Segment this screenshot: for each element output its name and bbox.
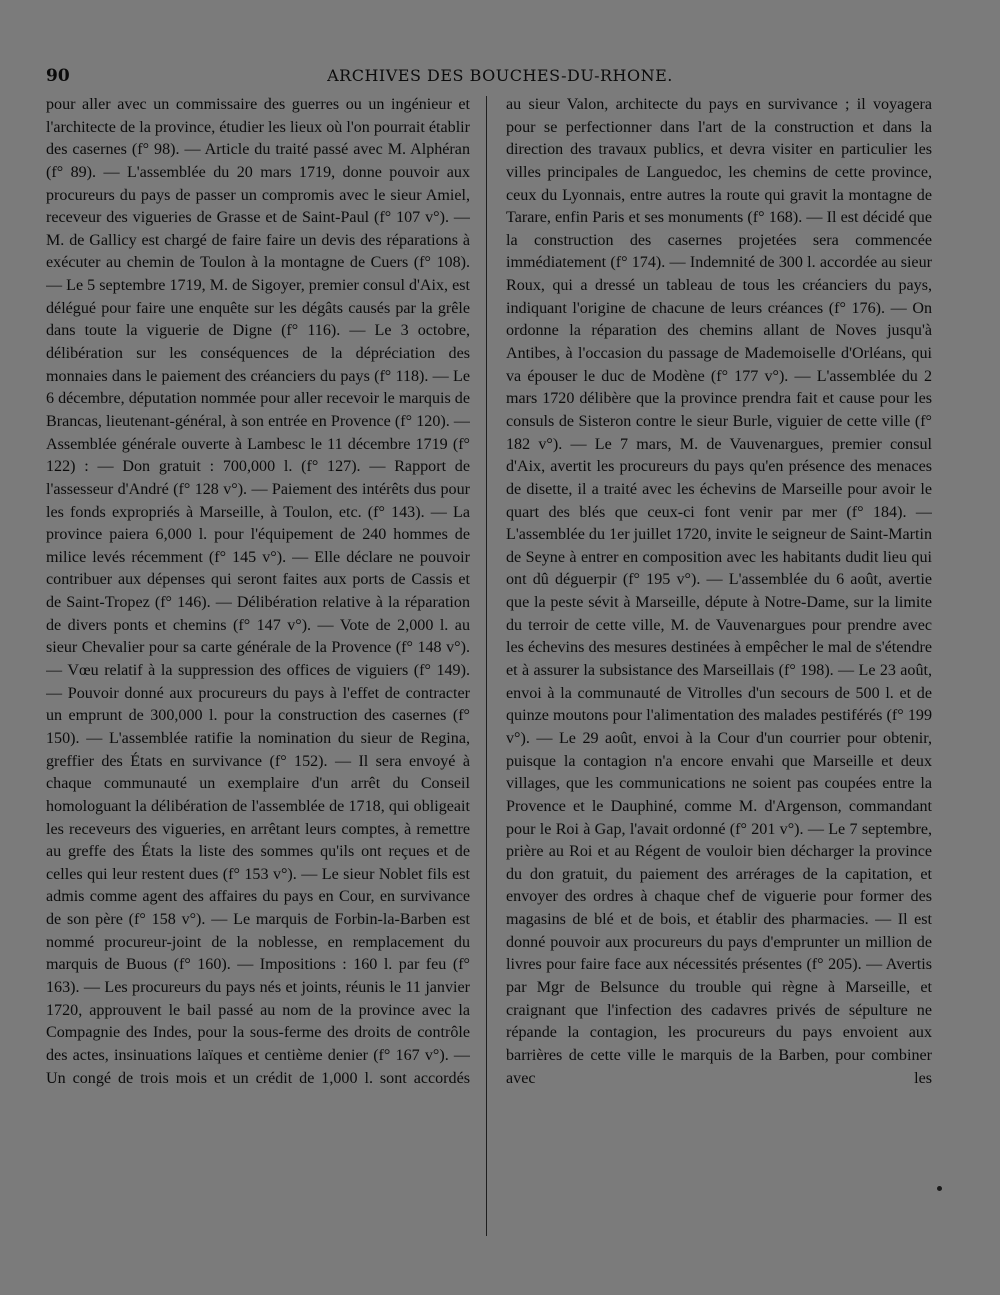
column-divider [486, 96, 487, 1236]
left-column-text: pour aller avec un commissaire des guerres ou un ingénieur et l'architecte de la province, étudier les lieux où l'on pourrait établir des casernes (f° 98). — Article du traité passé avec M. Alphéran (f° 89). — L'assemblée du 20 mars 1719, donne pouvoir aux procureurs du pays de passer un compromis avec le sieur Amiel, receveur des vigueries de Grasse et de Saint-Paul (f° 107 v°). — M. de Gallicy est chargé de faire faire un devis des réparations à exécuter au chemin de Toulon à la montagne de Cuers (f° 108). — Le 5 septembre 1719, M. de Sigoyer, premier consul d'Aix, est délégué pour faire une enquête sur les dégâts causés par la grêle dans toute la viguerie de Digne (f° 116). — Le 3 octobre, délibération sur les conséquences de la dépréciation des monnaies dans le paiement des créanciers du pays (f° 118). — Le 6 décembre, députation nommée pour aller recevoir le marquis de Brancas, lieutenant-général, à son entrée en Provence (f° 120). — Assemblée générale ouverte à Lambesc le 11 décembre 1719 (f° 122) : — Don gratuit : 700,000 l. (f° 127). — Rapport de l'assesseur d'André (f° 128 v°). — Paiement des intérêts dus pour les fonds expropriés à Marseille, à Toulon, etc. (f° 143). — La province paiera 6,000 l. pour l'équipement de 240 hommes de milice levés récemment (f° 145 v°). — Elle déclare ne pouvoir contribuer aux dépenses qui seront faites aux ports de Cassis et de Saint-Tropez (f° 146). — Délibération relative à la réparation de divers ponts et chemins (f° 147 v°). — Vote de 2,000 l. au sieur Chevalier pour sa carte générale de la Provence (f° 148 v°). — Vœu relatif à la suppression des offices de viguiers (f° 149). — Pouvoir donné aux procureurs du pays à l'effet de contracter un emprunt de 300,000 l. pour la construction des casernes (f° 150). — L'assemblée ratifie la nomination du sieur de Regina, greffier des États en survivance (f° 152). — Il sera envoyé à chaque communauté un exemplaire d'un arrêt du Conseil homologuant la délibération de l'assemblée de 1718, qui obligeait les receveurs des vigueries, en arrêtant leurs comptes, à remettre au greffe des États la liste des sommes qu'ils ont reçues et de celles qui leur restent dues (f° 153 v°). — Le sieur Noblet fils est admis comme agent des affaires du pays en Cour, en survivance de son père (f° 158 v°). — Le marquis de Forbin-la-Barben est nommé procureur-joint de la noblesse, en remplacement du marquis de Buous (f° 160). — Impositions : 160 l. par feu (f° 163). — Les procureurs du pays nés et joints, réunis le 11 janvier 1720, approuvent le bail passé au nom de la province avec la Compagnie des Indes, pour la sous-ferme des droits de contrôle des actes, insinuations laïques et centième denier (f° 167 v°). — Un congé de trois mois et un crédit de 1,000 l. sont accordés [46, 96, 470, 1087]
page-number: 90 [46, 66, 70, 86]
running-title: ARCHIVES DES BOUCHES-DU-RHONE. [327, 66, 673, 85]
right-column-text: au sieur Valon, architecte du pays en survivance ; il voyagera pour se perfectionner dans l'art de la construction et dans la direction des travaux publics, et devra visiter en particulier les villes principales de Languedoc, les chemins de cette province, ceux du Lyonnais, entre autres la route qui gravit la montagne de Tarare, enfin Paris et ses monuments (f° 168). — Il est décidé que la construction des casernes projetées sera commencée immédiatement (f° 174). — Indemnité de 300 l. accordée au sieur Roux, qui a dressé un tableau de tous les créanciers du pays, indiquant l'origine de chacune de leurs créances (f° 176). — On ordonne la réparation des chemins allant de Noves jusqu'à Antibes, à l'occasion du passage de Mademoiselle d'Orléans, qui va épouser le duc de Modène (f° 177 v°). — L'assemblée du 2 mars 1720 délibère que la province prendra fait et cause pour les consuls de Sisteron contre le sieur Burle, viguier de cette ville (f° 182 v°). — Le 7 mars, M. de Vauvenargues, premier consul d'Aix, avertit les procureurs du pays qu'en présence des menaces de disette, il a traité avec les échevins de Marseille pour avoir le quart des blés que ceux-ci font venir par mer (f° 184). — L'assemblée du 1er juillet 1720, invite le seigneur de Saint-Martin de Seyne à entrer en composition avec les habitants dudit lieu qui ont dû déguerpir (f° 195 v°). — L'assemblée du 6 août, avertie que la peste sévit à Marseille, députe à Notre-Dame, sur la limite du terroir de cette ville, M. de Vauvenargues pour prendre avec les échevins des mesures destinées à empêcher le mal de s'étendre et à assurer la subsistance des Marseillais (f° 198). — Le 23 août, envoi à la communauté de Vitrolles d'un secours de 500 l. et de quinze moutons pour l'alimentation des malades pestiférés (f° 199 v°). — Le 29 août, envoi à la Cour d'un courrier pour obtenir, puisque la contagion n'a encore envahi que Marseille et deux villages, que les communications ne soient pas coupées entre la Provence et le Dauphiné, comme M. d'Argenson, commandant pour le Roi à Gap, l'avait ordonné (f° 201 v°). — Le 7 septembre, prière au Roi et au Régent de vouloir bien décharger la province du don gratuit, du paiement des arrérages de la capitation, et envoyer des ordres à chaque chef de viguerie pour former des magasins de blé et de bois, et établir des pharmacies. — Il est donné pouvoir aux procureurs du pays d'emprunter un million de livres pour faire face aux nécessités présentes (f° 205). — Avertis par Mgr de Belsunce du trouble qui règne à Marseille, et craignant que l'infection des cadavres privés de sépulture ne répande la contagion, les procureurs du pays envoient aux barrières de cette ville le marquis de la Barben, pour combiner avec les [506, 96, 932, 1087]
ink-speck [937, 1186, 942, 1191]
